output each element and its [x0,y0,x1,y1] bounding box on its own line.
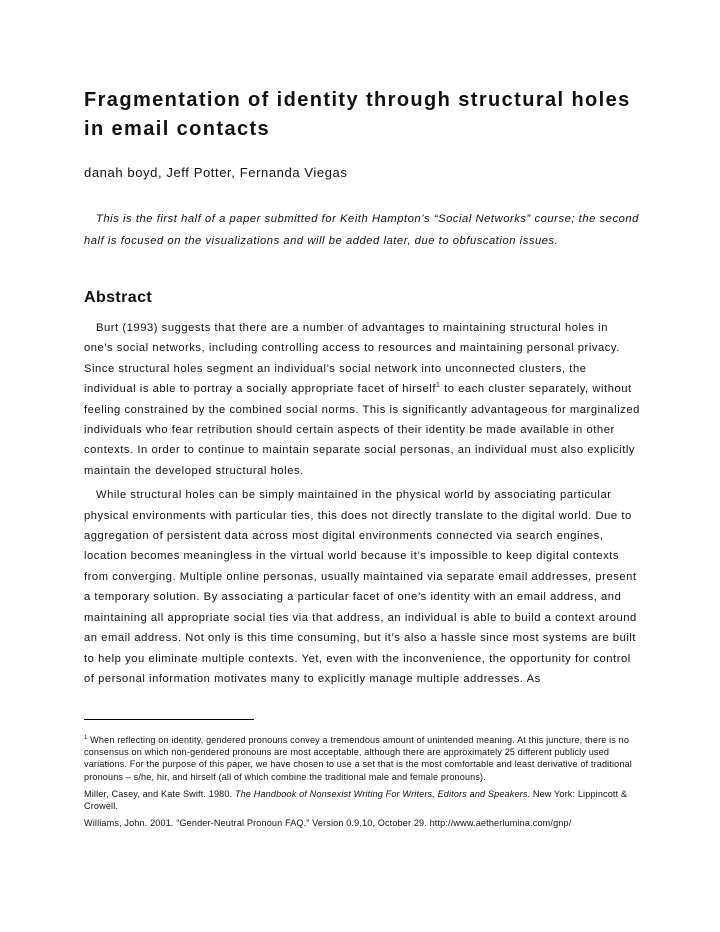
abstract-paragraph-2: While structural holes can be simply maintained in the physical world by associating particular physical environments with particular ties, this does not directly translate to the digital world. Due to aggregation of persistent data across most digital environments connected via search engines, location becomes meaningless in the virtual world because it’s impossible to keep digital contexts from converging. Multiple online personas, usually maintained via separate email addresses, present a temporary solution. By associating a particular facet of one’s identity with an email address, and maintaining all appropriate social ties via that address, an individual is able to build a context around an email address. Not only is this time consuming, but it’s also a hassle since most systems are built to help you eliminate multiple contexts. Yet, even with the inconvenience, the opportunity for control of personal information motivates many to explicitly manage multiple addresses. As [84,489,637,685]
abstract-body [84,318,640,693]
reference-1-authors: Miller, Casey, and Kate Swift. 1980. [84,788,235,799]
reference-1 [84,788,640,812]
footnote-text: When reflecting on identity, gendered pronouns convey a tremendous amount of unintended meaning. At this juncture, there is no consensus on which non-gendered pronouns are most acceptable, although there are approximately 25 different publicly used variations. For the purpose of this paper, we have chosen to use a set that is the most comfortable and least derivative of traditional pronouns – s/he, hir, and hirself (all of which combine the traditional male and female pronouns). [84,735,632,782]
submission-note: This is the first half of a paper submitted for Keith Hampton’s “Social Networks” course; the second half is focused on the visualizations and will be added later, due to obfuscation issues. [84,213,639,247]
footnote-divider [84,719,254,720]
footnote-reference[interactable]: 1 [436,382,441,390]
abstract-paragraph-1 [84,318,640,481]
abstract-heading: Abstract [84,289,153,306]
paper-title: Fragmentation of identity through structural holes in email contacts [84,89,631,140]
reference-1-title: The Handbook of Nonsexist Writing For Writers, Editors and Speakers [234,788,528,799]
footnote-area [84,734,640,834]
paragraph-1-text-b: to each cluster separately, without feeling constrained by the combined social norms. This is significantly advantageous for marginalized individuals who fear retribution should certain aspects of their identity be made available in other contexts. In order to continue to maintain separate social personas, an individual must also explicitly maintain the developed structural holes. [84,383,640,477]
footnote-1 [84,734,640,783]
author-list: danah boyd, Jeff Potter, Fernanda Viegas [84,165,348,180]
reference-1-publisher: . New York: Lippincott & Crowell. [84,788,628,812]
paragraph-1-text-a: Burt (1993) suggests that there are a number of advantages to maintaining structural holes in one's social networks, including controlling access to resources and maintaining personal privacy. Since structural holes segment an individual’s social network into unconnected clusters, the individual is able to portray a socially appropriate facet of hirself [84,322,620,396]
reference-2: Williams, John. 2001. “Gender-Neutral Pronoun FAQ.” Version 0.9.10, October 29. http://www.aetherlumina.com/gnp/ [84,818,572,829]
footnote-marker: 1 [84,735,88,741]
